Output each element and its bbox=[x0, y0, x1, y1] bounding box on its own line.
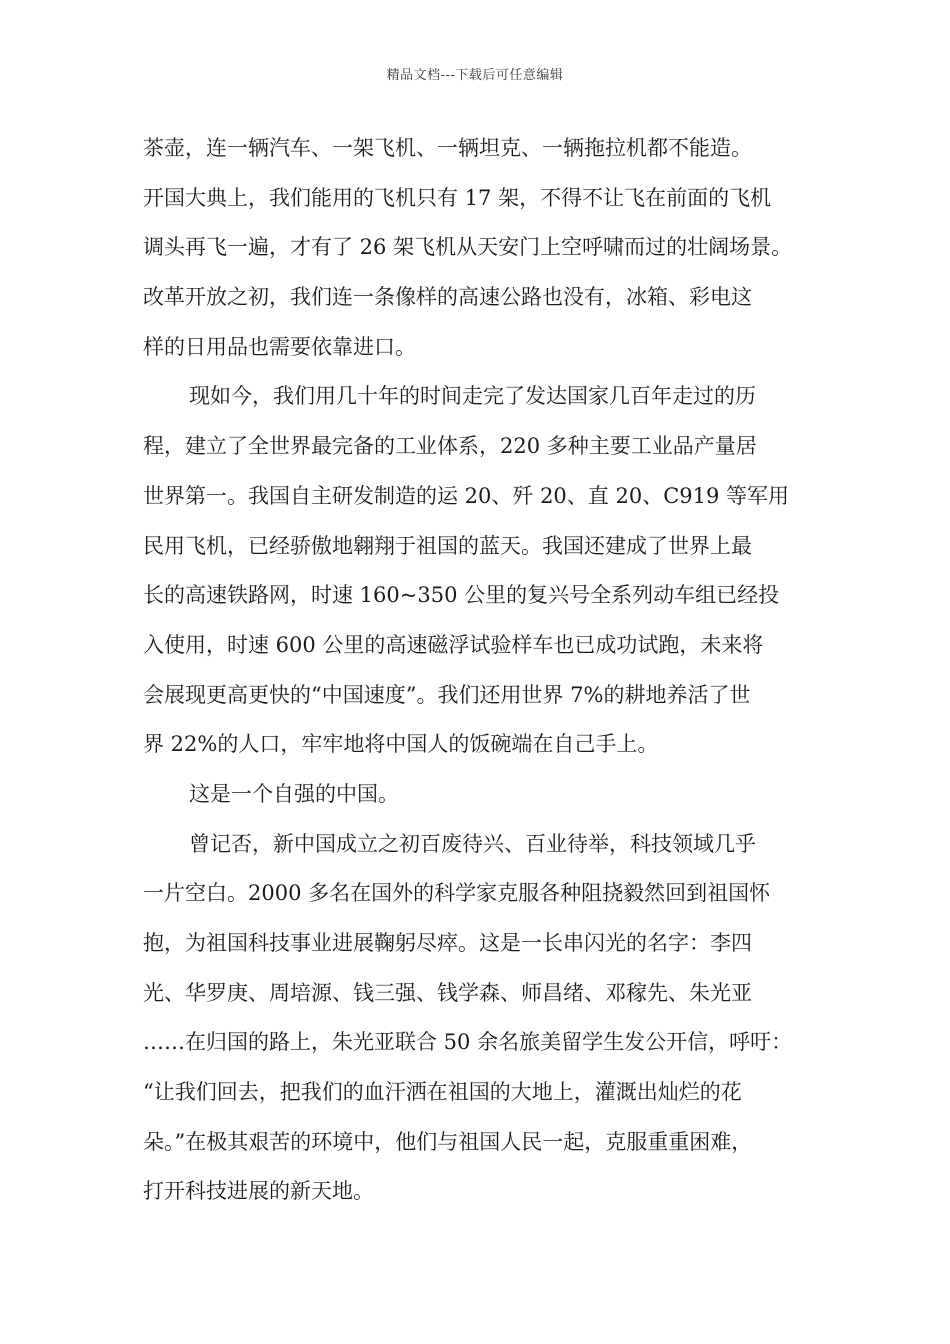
text-line: 调头再飞一遍，才有了 26 架飞机从天安门上空呼啸而过的壮阔场景。 bbox=[143, 235, 793, 260]
text-line: 一片空白。2000 多名在国外的科学家克服各种阻挠毅然回到祖国怀 bbox=[143, 881, 771, 906]
page-header: 精品文档---下载后可任意编辑 bbox=[386, 68, 564, 83]
text-line: 程，建立了全世界最完备的工业体系，220 多种主要工业品产量居 bbox=[143, 434, 757, 459]
text-line: 会展现更高更快的“中国速度”。我们还用世界 7%的耕地养活了世 bbox=[143, 682, 751, 707]
text-line: 打开科技进展的新天地。 bbox=[143, 1179, 374, 1204]
text-line: 开国大典上，我们能用的飞机只有 17 架，不得不让飞在前面的飞机 bbox=[143, 185, 772, 210]
text-line: 朵。”在极其艰苦的环境中，他们与祖国人民一起，克服重重困难， bbox=[143, 1129, 753, 1154]
paragraph-start-line: 现如今，我们用几十年的时间走完了发达国家几百年走过的历 bbox=[189, 384, 756, 409]
text-line: 样的日用品也需要依靠进口。 bbox=[143, 334, 416, 359]
paragraph-start-line: 这是一个自强的中国。 bbox=[189, 781, 399, 806]
text-line: 光、华罗庚、周培源、钱三强、钱学森、师昌绪、邓稼先、朱光亚 bbox=[143, 980, 752, 1005]
text-line: 入使用，时速 600 公里的高速磁浮试验样车也已成功试跑，未来将 bbox=[143, 632, 764, 657]
paragraph-start-line: 曾记否，新中国成立之初百废待兴、百业待举，科技领域几乎 bbox=[189, 831, 756, 856]
text-line: 界 22%的人口，牢牢地将中国人的饭碗端在自己手上。 bbox=[143, 732, 659, 757]
text-line: 抱，为祖国科技事业进展鞠躬尽瘁。这是一长串闪光的名字：李四 bbox=[143, 931, 752, 955]
text-line: “让我们回去，把我们的血汗洒在祖国的大地上，灌溉出灿烂的花 bbox=[143, 1080, 742, 1105]
text-line: 茶壶，连一辆汽车、一架飞机、一辆坦克、一辆拖拉机都不能造。 bbox=[143, 136, 752, 160]
text-line: 长的高速铁路网，时速 160~350 公里的复兴号全系列动车组已经投 bbox=[143, 583, 780, 608]
document-body bbox=[143, 124, 833, 1217]
text-line: 改革开放之初，我们连一条像样的高速公路也没有，冰箱、彩电这 bbox=[143, 285, 752, 310]
text-line: ……在归国的路上，朱光亚联合 50 余名旅美留学生发公开信，呼吁： bbox=[143, 1030, 793, 1055]
text-line: 民用飞机，已经骄傲地翱翔于祖国的蓝天。我国还建成了世界上最 bbox=[143, 533, 752, 558]
text-line: 世界第一。我国自主研发制造的运 20、歼 20、直 20、C919 等军用 bbox=[143, 483, 790, 508]
